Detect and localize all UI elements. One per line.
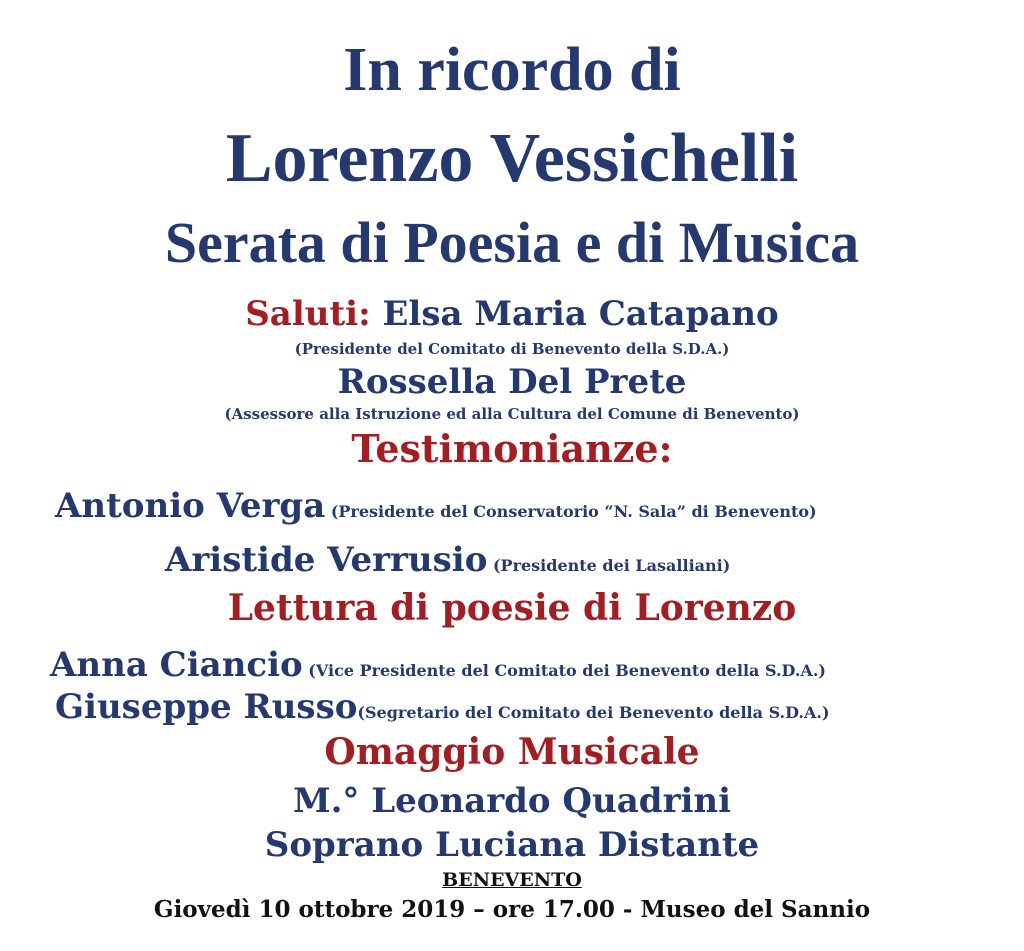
saluti-name-1: Elsa Maria Catapano bbox=[382, 294, 779, 334]
performer-1: M.° Leonardo Quadrini bbox=[292, 781, 732, 821]
omaggio-heading: Omaggio Musicale bbox=[324, 731, 700, 773]
person-role: (Vice Presidente del Comitato dei Benevento della S.D.A.) bbox=[302, 661, 826, 680]
saluti-label: Saluti: bbox=[245, 294, 371, 334]
event-date-line: Giovedì 10 ottobre 2019 – ore 17.00 - Museo del Sannio bbox=[153, 896, 871, 923]
event-city: BENEVENTO bbox=[442, 869, 582, 891]
performer-2: Soprano Luciana Distante bbox=[264, 825, 760, 865]
saluti-name-2: Rossella Del Prete bbox=[337, 362, 687, 402]
title-line-1: In ricordo di bbox=[343, 36, 681, 104]
testimonianza-item bbox=[55, 484, 817, 534]
lettura-item bbox=[55, 686, 830, 734]
lettura-item bbox=[50, 644, 826, 692]
person-role: (Presidente del Conservatorio “N. Sala” di Benevento) bbox=[325, 502, 817, 521]
person-name: Giuseppe Russo bbox=[55, 687, 358, 727]
person-name: Anna Ciancio bbox=[50, 645, 303, 685]
title-line-3: Serata di Poesia e di Musica bbox=[164, 210, 860, 275]
testimonianza-item bbox=[165, 538, 730, 588]
person-name: Antonio Verga bbox=[55, 486, 326, 526]
testimonianze-heading: Testimonianze: bbox=[351, 426, 673, 471]
person-role: (Presidente dei Lasalliani) bbox=[487, 556, 731, 575]
person-name: Aristide Verrusio bbox=[165, 540, 488, 580]
saluti-role-1: (Presidente del Comitato di Benevento della S.D.A.) bbox=[294, 340, 730, 358]
saluti-role-2: (Assessore alla Istruzione ed alla Cultura del Comune di Benevento) bbox=[224, 405, 800, 423]
title-line-2: Lorenzo Vessichelli bbox=[225, 120, 799, 197]
person-role: (Segretario del Comitato dei Benevento della S.D.A.) bbox=[357, 703, 830, 722]
saluti-line bbox=[0, 294, 1024, 334]
lettura-heading: Lettura di poesie di Lorenzo bbox=[227, 587, 797, 629]
